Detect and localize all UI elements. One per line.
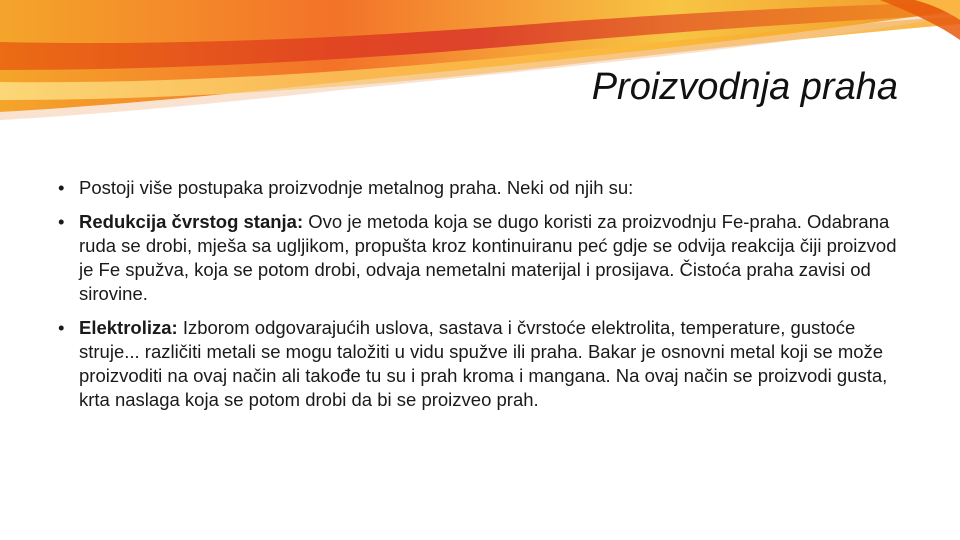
bullet-item (58, 210, 903, 306)
bullet-item (58, 316, 903, 412)
bullet-text: Izborom odgovarajućih uslova, sastava i čvrstoće elektrolita, temperature, gustoće struje... različiti metali se mogu taložiti u vidu spužve ili praha. Bakar je osnovni metal koji se može proizvoditi na ovaj način ali takođe tu su i prah kroma i mangana. Na ovaj način se proizvodi gusta, krta naslaga koja se potom drobi da bi se proizveo prah. (79, 317, 888, 410)
bullet-marker: • (58, 177, 65, 198)
bullet-list (58, 176, 903, 412)
bullet-marker: • (58, 211, 65, 232)
slide-title: Proizvodnja praha (591, 66, 898, 108)
bullet-text: Ovo je metoda koja se dugo koristi za proizvodnju Fe-praha. Odabrana ruda se drobi, mješa sa ugljikom, propušta kroz kontinuiranu peć gdje se odvija reakcija čiji proizvod je Fe spužva, koja se potom drobi, odvaja nemetalni materijal i prosijava. Čistoća praha zavisi od sirovine. (79, 211, 897, 304)
bullet-item (58, 176, 903, 200)
bullet-marker: • (58, 317, 65, 338)
bullet-lead-term: Redukcija čvrstog stanja: (79, 211, 304, 232)
bullet-text: Postoji više postupaka proizvodnje metalnog praha. Neki od njih su: (79, 177, 634, 198)
bullet-lead-term: Elektroliza: (79, 317, 178, 338)
slide-content (58, 176, 903, 422)
